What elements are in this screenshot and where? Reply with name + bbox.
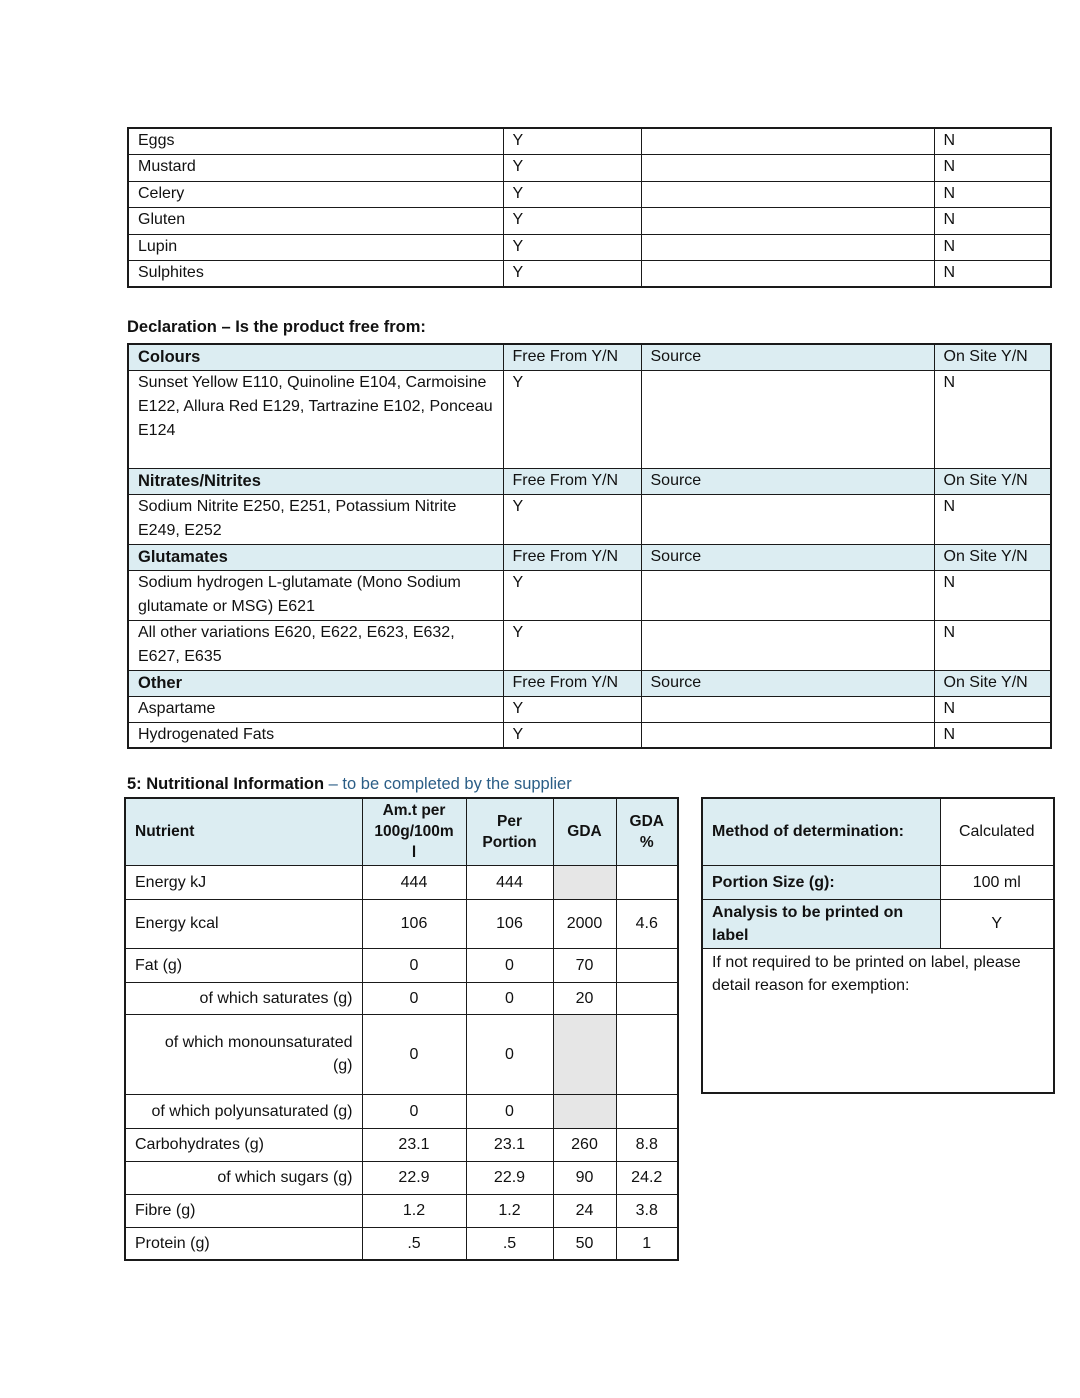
- declaration-item: Sodium Nitrite E250, E251, Potassium Nitrite E249, E252: [128, 494, 503, 544]
- nutrient-gda-percent: 1: [616, 1227, 678, 1260]
- allergen-free: Y: [503, 155, 641, 182]
- nutrient-portion: 22.9: [466, 1161, 553, 1194]
- declaration-group-header: [128, 670, 1051, 696]
- declaration-free: Y: [503, 494, 641, 544]
- declaration-group-header: [128, 468, 1051, 494]
- declaration-source: [641, 696, 934, 722]
- nutrition-heading: [127, 775, 572, 794]
- nutrient-portion: 23.1: [466, 1128, 553, 1161]
- nutrient-amount: .5: [362, 1227, 466, 1260]
- nutrient-gda-percent: 3.8: [616, 1194, 678, 1227]
- declaration-source: [641, 570, 934, 620]
- declaration-source: [641, 722, 934, 748]
- portion-header: Per Portion: [466, 798, 553, 865]
- nutrient-header: Nutrient: [125, 798, 362, 865]
- allergen-source: [641, 181, 934, 208]
- method-value: Calculated: [940, 798, 1054, 865]
- declaration-group-header: [128, 544, 1051, 570]
- declaration-source: [641, 620, 934, 670]
- nutrient-name: of which sugars (g): [125, 1161, 362, 1194]
- nutrient-amount: 22.9: [362, 1161, 466, 1194]
- nutrient-gda-percent: [616, 865, 678, 899]
- col-source-header: Source: [641, 544, 934, 570]
- allergen-free: Y: [503, 261, 641, 288]
- allergen-source: [641, 155, 934, 182]
- printed-on-label-value: Y: [940, 899, 1054, 948]
- allergen-source: [641, 261, 934, 288]
- declaration-row: [128, 620, 1051, 670]
- nutrient-row: [125, 1227, 678, 1260]
- nutrient-portion: 0: [466, 982, 553, 1014]
- nutrient-name: Carbohydrates (g): [125, 1128, 362, 1161]
- allergen-row: [128, 128, 1051, 155]
- allergen-name: Celery: [128, 181, 503, 208]
- nutrient-row: [125, 1094, 678, 1128]
- allergen-onsite: N: [934, 208, 1051, 235]
- nutrient-portion: 0: [466, 1094, 553, 1128]
- nutrient-row: [125, 982, 678, 1014]
- nutrient-gda: [553, 865, 616, 899]
- allergen-name: Gluten: [128, 208, 503, 235]
- allergen-free: Y: [503, 128, 641, 155]
- nutrient-amount: 106: [362, 899, 466, 948]
- nutrient-name: of which monounsaturated (g): [125, 1014, 362, 1094]
- allergen-row: [128, 181, 1051, 208]
- nutrient-portion: .5: [466, 1227, 553, 1260]
- allergen-onsite: N: [934, 128, 1051, 155]
- col-source-header: Source: [641, 670, 934, 696]
- declaration-item: Sodium hydrogen L-glutamate (Mono Sodium glutamate or MSG) E621: [128, 570, 503, 620]
- nutrient-gda: 50: [553, 1227, 616, 1260]
- group-title: Glutamates: [128, 544, 503, 570]
- declaration-free: Y: [503, 370, 641, 468]
- nutrient-amount: 23.1: [362, 1128, 466, 1161]
- portion-size-value: 100 ml: [940, 865, 1054, 899]
- declaration-row: [128, 722, 1051, 748]
- allergen-name: Lupin: [128, 234, 503, 261]
- col-source-header: Source: [641, 468, 934, 494]
- declaration-free: Y: [503, 696, 641, 722]
- nutrient-gda: 2000: [553, 899, 616, 948]
- allergen-table: [127, 127, 1052, 288]
- nutrient-gda: [553, 1014, 616, 1094]
- allergen-row: [128, 208, 1051, 235]
- nutrient-name: of which polyunsaturated (g): [125, 1094, 362, 1128]
- nutrient-name: Fibre (g): [125, 1194, 362, 1227]
- nutrient-portion: 444: [466, 865, 553, 899]
- col-onsite-header: On Site Y/N: [934, 670, 1051, 696]
- declaration-source: [641, 370, 934, 468]
- nutrient-gda-percent: [616, 948, 678, 982]
- declaration-row: [128, 570, 1051, 620]
- nutrient-name: Protein (g): [125, 1227, 362, 1260]
- nutrient-gda: [553, 1094, 616, 1128]
- nutrient-gda-percent: [616, 1094, 678, 1128]
- declaration-onsite: N: [934, 722, 1051, 748]
- allergen-free: Y: [503, 234, 641, 261]
- declaration-group-header: [128, 344, 1051, 370]
- nutrient-gda: 260: [553, 1128, 616, 1161]
- declaration-row: [128, 696, 1051, 722]
- nutrient-amount: 0: [362, 1094, 466, 1128]
- col-free-header: Free From Y/N: [503, 544, 641, 570]
- allergen-free: Y: [503, 181, 641, 208]
- exemption-reason: If not required to be printed on label, please detail reason for exemption:: [702, 948, 1054, 1093]
- allergen-row: [128, 234, 1051, 261]
- allergen-source: [641, 234, 934, 261]
- group-title: Colours: [128, 344, 503, 370]
- nutrient-row: [125, 1161, 678, 1194]
- nutrient-row: [125, 948, 678, 982]
- nutrient-portion: 1.2: [466, 1194, 553, 1227]
- method-label: Method of determination:: [702, 798, 940, 865]
- nutrient-gda: 90: [553, 1161, 616, 1194]
- allergen-source: [641, 128, 934, 155]
- nutrient-gda-percent: 8.8: [616, 1128, 678, 1161]
- declaration-free: Y: [503, 570, 641, 620]
- nutrient-gda-percent: [616, 1014, 678, 1094]
- nutrient-row: [125, 1128, 678, 1161]
- declaration-free: Y: [503, 620, 641, 670]
- printed-on-label-label: Analysis to be printed on label: [702, 899, 940, 948]
- declaration-item: Hydrogenated Fats: [128, 722, 503, 748]
- col-onsite-header: On Site Y/N: [934, 468, 1051, 494]
- allergen-onsite: N: [934, 261, 1051, 288]
- nutrient-amount: 1.2: [362, 1194, 466, 1227]
- nutrient-name: Energy kcal: [125, 899, 362, 948]
- group-title: Nitrates/Nitrites: [128, 468, 503, 494]
- nutrient-amount: 444: [362, 865, 466, 899]
- nutrient-row: [125, 899, 678, 948]
- allergen-source: [641, 208, 934, 235]
- declaration-row: [128, 494, 1051, 544]
- allergen-name: Eggs: [128, 128, 503, 155]
- allergen-row: [128, 155, 1051, 182]
- col-source-header: Source: [641, 344, 934, 370]
- nutrient-gda: 24: [553, 1194, 616, 1227]
- nutrition-heading-title: 5: Nutritional Information: [127, 775, 325, 793]
- declaration-onsite: N: [934, 570, 1051, 620]
- allergen-free: Y: [503, 208, 641, 235]
- amount-header: Am.t per 100g/100m l: [362, 798, 466, 865]
- portion-size-label: Portion Size (g):: [702, 865, 940, 899]
- nutrient-amount: 0: [362, 982, 466, 1014]
- allergen-onsite: N: [934, 155, 1051, 182]
- nutrient-amount: 0: [362, 948, 466, 982]
- nutrient-row: [125, 1014, 678, 1094]
- declaration-onsite: N: [934, 696, 1051, 722]
- nutrient-portion: 0: [466, 1014, 553, 1094]
- nutrition-heading-note: – to be completed by the supplier: [324, 775, 572, 793]
- col-free-header: Free From Y/N: [503, 468, 641, 494]
- declaration-item: All other variations E620, E622, E623, E632, E627, E635: [128, 620, 503, 670]
- group-title: Other: [128, 670, 503, 696]
- nutrient-name: of which saturates (g): [125, 982, 362, 1014]
- nutrient-gda: 20: [553, 982, 616, 1014]
- col-onsite-header: On Site Y/N: [934, 344, 1051, 370]
- declaration-onsite: N: [934, 370, 1051, 468]
- declaration-onsite: N: [934, 620, 1051, 670]
- nutrient-row: [125, 865, 678, 899]
- nutrition-table: [124, 797, 679, 1261]
- allergen-name: Sulphites: [128, 261, 503, 288]
- nutrient-portion: 106: [466, 899, 553, 948]
- nutrient-name: Energy kJ: [125, 865, 362, 899]
- gda-header: GDA: [553, 798, 616, 865]
- nutrient-gda-percent: [616, 982, 678, 1014]
- exemption-bottom-border: [701, 1092, 941, 1094]
- declaration-row: [128, 370, 1051, 468]
- nutrient-gda: 70: [553, 948, 616, 982]
- nutrient-portion: 0: [466, 948, 553, 982]
- col-free-header: Free From Y/N: [503, 344, 641, 370]
- declaration-onsite: N: [934, 494, 1051, 544]
- declaration-heading: Declaration – Is the product free from:: [127, 318, 426, 336]
- nutrient-name: Fat (g): [125, 948, 362, 982]
- nutrient-row: [125, 1194, 678, 1227]
- declaration-table: [127, 343, 1052, 749]
- declaration-item: Sunset Yellow E110, Quinoline E104, Carmoisine E122, Allura Red E129, Tartrazine E102, Ponceau E124: [128, 370, 503, 468]
- allergen-name: Mustard: [128, 155, 503, 182]
- gda-percent-header: GDA %: [616, 798, 678, 865]
- nutrient-gda-percent: 4.6: [616, 899, 678, 948]
- declaration-item: Aspartame: [128, 696, 503, 722]
- col-onsite-header: On Site Y/N: [934, 544, 1051, 570]
- declaration-free: Y: [503, 722, 641, 748]
- method-table: [701, 797, 1055, 1094]
- allergen-row: [128, 261, 1051, 288]
- allergen-onsite: N: [934, 234, 1051, 261]
- allergen-onsite: N: [934, 181, 1051, 208]
- declaration-source: [641, 494, 934, 544]
- nutrient-gda-percent: 24.2: [616, 1161, 678, 1194]
- col-free-header: Free From Y/N: [503, 670, 641, 696]
- nutrient-amount: 0: [362, 1014, 466, 1094]
